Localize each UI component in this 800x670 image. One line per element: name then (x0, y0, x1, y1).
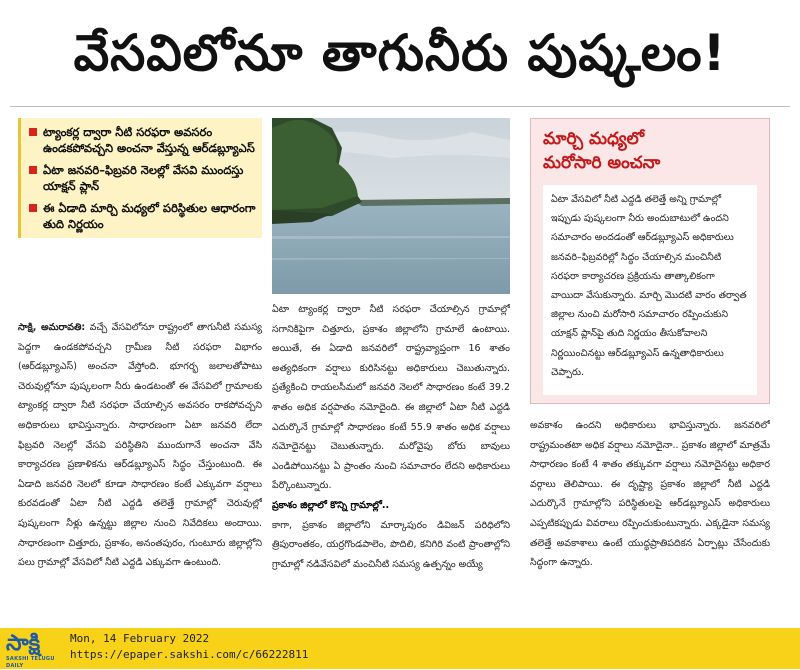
side-box-text: ఏటా వేసవిలో నీటి ఎద్దడి తలెత్తే అన్ని గ్రామాల్లో ఇప్పుడు పుష్కలంగా నీరు అందుబాటులో ఉందని సమాచారం అందడంతో ఆర్‌డబ్ల్యూఎస్‌ అధికారులు జనవరి–ఫిబ్రవరిల్లో సిద్ధం చేయాల్సిన మంచినీటి సరఫరా కార్యాచరణ ప్రక్రియను తాత్కాలికంగా వాయిదా వేసుకున్నారు. మార్చి మొదటి వారం తర్వాత జిల్లాల నుంచి మరోసారి సమాచారం రప్పించుకుని యాక్షన్‌ ప్లాన్‌పై తుది నిర్ణయం తీసుకోవాలని నిర్ణయించినట్టు ఆర్‌డబ్ల్యూఎస్‌ ఉన్నతాధికారులు చెప్పారు. (543, 185, 757, 395)
highlight-item (29, 162, 256, 194)
highlight-item (29, 200, 256, 232)
highlight-text: ఈ ఏడాది మార్చి మధ్యలో పరిస్థితుల ఆధారంగా తుది నిర్ణయం (43, 201, 256, 231)
highlights-box (18, 118, 262, 238)
side-box-heading (531, 119, 769, 175)
article-subhead: ప్రకాశం జిల్లాలో కొన్ని గ్రామాల్లో.. (272, 499, 390, 511)
lake-photo-illustration (272, 118, 510, 294)
highlight-text: ఏటా జనవరి–ఫిబ్రవరి నెలల్లో వేసవి ముందస్తు యాక్షన్‌ ప్లాన్‌ (43, 163, 244, 193)
side-box-heading-line2: మరోసారి అంచనా (543, 153, 661, 173)
footer-bar (0, 628, 800, 669)
article-column-1 (18, 318, 262, 610)
side-box-heading-line1: మార్చి మధ్యలో (543, 129, 645, 149)
article-text-col2-part2: కాగా, ప్రకాశం జిల్లాలోని మార్కాపురం డివిజన్‌ పరిధిలోని త్రిపురాంతకం, యర్రగొండపాలెం, పొదిలి, కనిగిరి వంటి ప్రాంతాల్లోని గ్రామాల్లో నడివేసవిలో మంచినీటి సమస్య ఉత్పన్నం అయ్యే (272, 519, 510, 570)
square-bullet-icon (29, 204, 37, 212)
article-text-col2-part1: ఏటా ట్యాంకర్ల ద్వారా నీటి సరఫరా చేయాల్సిన గ్రామాల్లో సగానికిపైగా చిత్తూరు, ప్రకాశం జిల్లాలోని గ్రామాలే ఉంటాయి. అయితే, ఈ ఏడాది జనవరిలో రాష్ట్రవ్యాప్తంగా 16 శాతం అత్యధికంగా వర్షాలు కురిసినట్టు అధికారులు చెబుతున్నారు. ప్రత్యేకించి రాయలసీమలో జనవరి నెలలో సాధారణం కంటే 39.2 శాతం అధిక వర్షపాతం నమోదైంది. ఈ జిల్లాలో ఏటా నీటి ఎద్దడి ఎదుర్కొనే గ్రామాల్లో సాధారణం కంటే 55.9 శాతం అధిక వర్షాలు నమోదైనట్టు చెబుతున్నారు. మరోవైపు బోరు బావులు ఎండిపోయినట్టు ఏ ప్రాంతం నుంచి సమాచారం లేదని అధికారులు పేర్కొంటున్నారు. (272, 304, 510, 492)
article-column-2 (272, 300, 510, 612)
footer-url[interactable]: https://epaper.sakshi.com/c/66222811 (70, 648, 309, 661)
article-column-3: అవకాశం ఉందని అధికారులు భావిస్తున్నారు. జనవరిలో రాష్ట్రమంతటా అధిక వర్షాలు నమోదైనా.. ప్రకాశం జిల్లాలో మాత్రమే సాధారణం కంటే 4 శాతం తక్కువగా వర్షాలు నమోదైనట్టు అధికార వర్గాలు తెలిపాయి. ఈ దృష్ట్యా ప్రకాశం జిల్లాలో నీటి ఎద్దడి ఎదుర్కొనే గ్రామాల్లోని పరిస్థితులపై ఆర్‌డబ్ల్యూఎస్‌ అధికారులు ఎప్పటికప్పుడు వివరాలు రప్పించుకుంటున్నారు. ఎక్కడైనా సమస్య తలెత్తే అవకాశాలు ఉంటే యుద్ధప్రాతిపదికన ఏర్పాట్లు చేసేందుకు సిద్ధంగా ఉన్నారు. (530, 420, 770, 569)
square-bullet-icon (29, 166, 37, 174)
lake-photo (272, 118, 510, 294)
article-text-col1: వచ్చే వేసవిలోనూ రాష్ట్రంలో తాగునీటి సమస్య పెద్దగా ఉండకపోవచ్చని గ్రామీణ నీటి సరఫరా విభాగం (ఆర్‌డబ్ల్యూఎస్‌) అంచనా వేస్తోంది. భూగర్భ జలాలతోపాటు చెరువుల్లోనూ పుష్కలంగా నీరు ఉండటంతో ఈ వేసవిలో గ్రామాలకు ట్యాంకర్ల ద్వారా నీటి సరఫరా చేయాల్సిన అవసరం రాకపోవచ్చని అధికారులు భావిస్తున్నారు. సాధారణంగా ఏటా జనవరి లేదా ఫిబ్రవరి నెలల్లో వేసవి పరిస్థితిని ముందుగానే అంచనా వేసి కార్యాచరణ ప్రణాళికను ఆర్‌డబ్ల్యూఎస్‌ సిద్ధం చేస్తుంటుంది. ఈ ఏడాది జనవరి నెలలో కూడా సాధారణం కంటే ఎక్కువగా వర్షాలు కురవడంతో ఏటా నీటి ఎద్దడి తలెత్తే గ్రామాల్లో చెరువుల్లో పుష్కలంగా నీళ్లు ఉన్నట్టు జిల్లాల నుంచి నివేదికలు అందాయి. సాధారణంగా చిత్తూరు, ప్రకాశం, అనంతపురం, గుంటూరు జిల్లాల్లోని పలు గ్రామాల్లో వేసవిలో నీటి ఎద్దడి ఎక్కువగా ఉంటుంది. (18, 322, 262, 569)
square-bullet-icon (29, 128, 37, 136)
footer-date: Mon, 14 February 2022 (70, 632, 210, 645)
logo-subtitle: SAKSHI TELUGU DAILY (6, 656, 55, 669)
highlight-item (29, 124, 256, 156)
logo-text: సాక్షి (6, 631, 41, 656)
headline: వేసవిలోనూ తాగునీరు పుష్కలం! (73, 24, 727, 82)
sakshi-logo (6, 631, 66, 669)
headline-divider (10, 106, 790, 107)
side-box (530, 118, 770, 404)
highlight-text: ట్యాంకర్ల ద్వారా నీటి సరఫరా అవసరం ఉండకపోవచ్చని అంచనా వేస్తున్న ఆర్‌డబ్ల్యూఎస్ (43, 125, 255, 155)
dateline: సాక్షి, అమరావతి: (18, 322, 86, 333)
